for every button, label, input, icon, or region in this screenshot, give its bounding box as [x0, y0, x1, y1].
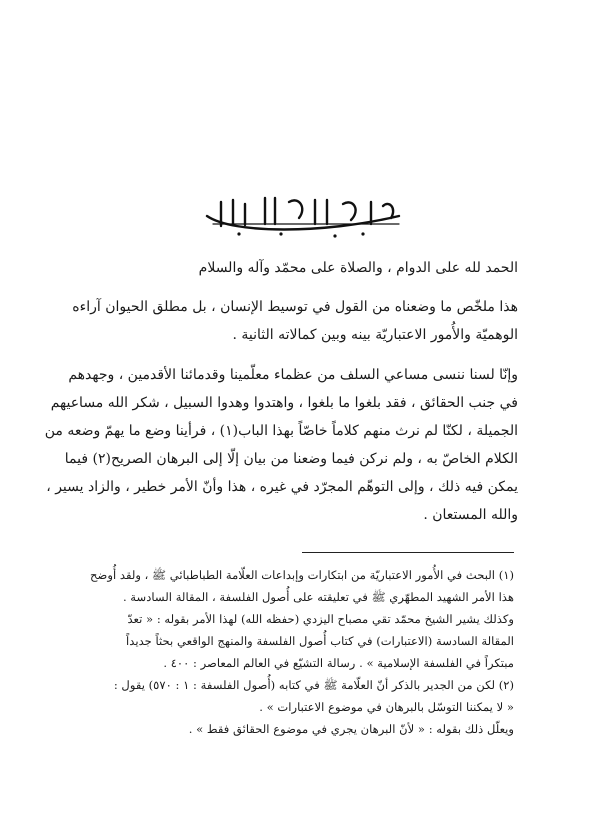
footnote-divider: [302, 552, 514, 553]
opening-line: الحمد لله على الدوام ، والصلاة على محمّد وآله والسلام: [198, 260, 518, 276]
paragraph-line: هذا ملخّص ما وضعناه من القول في توسيط الإنسان ، بل مطلق الحيوان آراءه: [72, 299, 518, 315]
footnote-line: هذا الأمر الشهيد المطهّري ﷺ في تعليقته على أُصول الفلسفة ، المقالة السادسة .: [122, 590, 514, 604]
paragraph-line: والله المستعان .: [423, 507, 518, 523]
footnote-line: (٢) لكن من الجدير بالذكر أنّ العلّامة ﷺ في كتابه (أُصول الفلسفة : ١ : ٥٧٠) يقول :: [113, 678, 514, 692]
footnote-line: وكذلك يشير الشيخ محمّد تقي مصباح اليزدي (حفظه الله) لهذا الأمر بقوله : « تعدّ: [127, 612, 514, 626]
paragraph-1: [72, 299, 518, 353]
paragraph-line: الجميلة ، لكنّا لم نرث منهم كلاماً خاصّاً بهذا الباب(١) ، فرأينا وضع ما يهمّ وضعه من: [44, 423, 518, 439]
paragraph-line: يمكن فيه ذلك ، وإلى التوهّم المجرّد في غيره ، هذا وأنّ الأمر خطير ، والزاد يسير ،: [46, 479, 518, 495]
basmala-calligraphy: [203, 194, 403, 242]
paragraph-line: الوهميّة والأُمور الاعتباريّة بينه وبين كمالاته الثانية .: [232, 327, 518, 343]
paragraph-line: في جنب الحقائق ، فقد بلغوا ما بلغوا ، واهتدوا وهدوا السبيل ، شكر الله مساعيهم: [50, 395, 518, 411]
footnote-line: « لا يمكننا التوسّل بالبرهان في موضوع الاعتبارات » .: [259, 700, 514, 714]
paragraph-2: [44, 367, 518, 537]
footnote-line: مبتكراً في الفلسفة الإسلامية » . رسالة التشيّع في العالم المعاصر : ٤٠٠ .: [163, 656, 514, 670]
paragraph-line: وإنّا لسنا ننسى مساعي السلف من عظماء معلّمينا وقدمائنا الأقدمين ، وجهدهم: [68, 367, 518, 383]
footnote-line: ويعلّل ذلك بقوله : « لأنّ البرهان يجري في موضوع الحقائق فقط » .: [188, 722, 514, 736]
footnotes: [88, 568, 514, 768]
footnote-line: (١) البحث في الأُمور الاعتباريّة من ابتكارات وإبداعات العلّامة الطباطبائي ﷺ ، ولقد أُوضح: [90, 568, 514, 582]
footnote-line: المقالة السادسة (الاعتبارات) في كتاب أُصول الفلسفة والمنهج الواقعي بحثاً جديداً: [126, 634, 514, 648]
paragraph-line: الكلام الخاصّ به ، ولم نركن فيما وضعنا من بيان إلّا إلى البرهان الصريح(٢) فيما: [64, 451, 518, 467]
